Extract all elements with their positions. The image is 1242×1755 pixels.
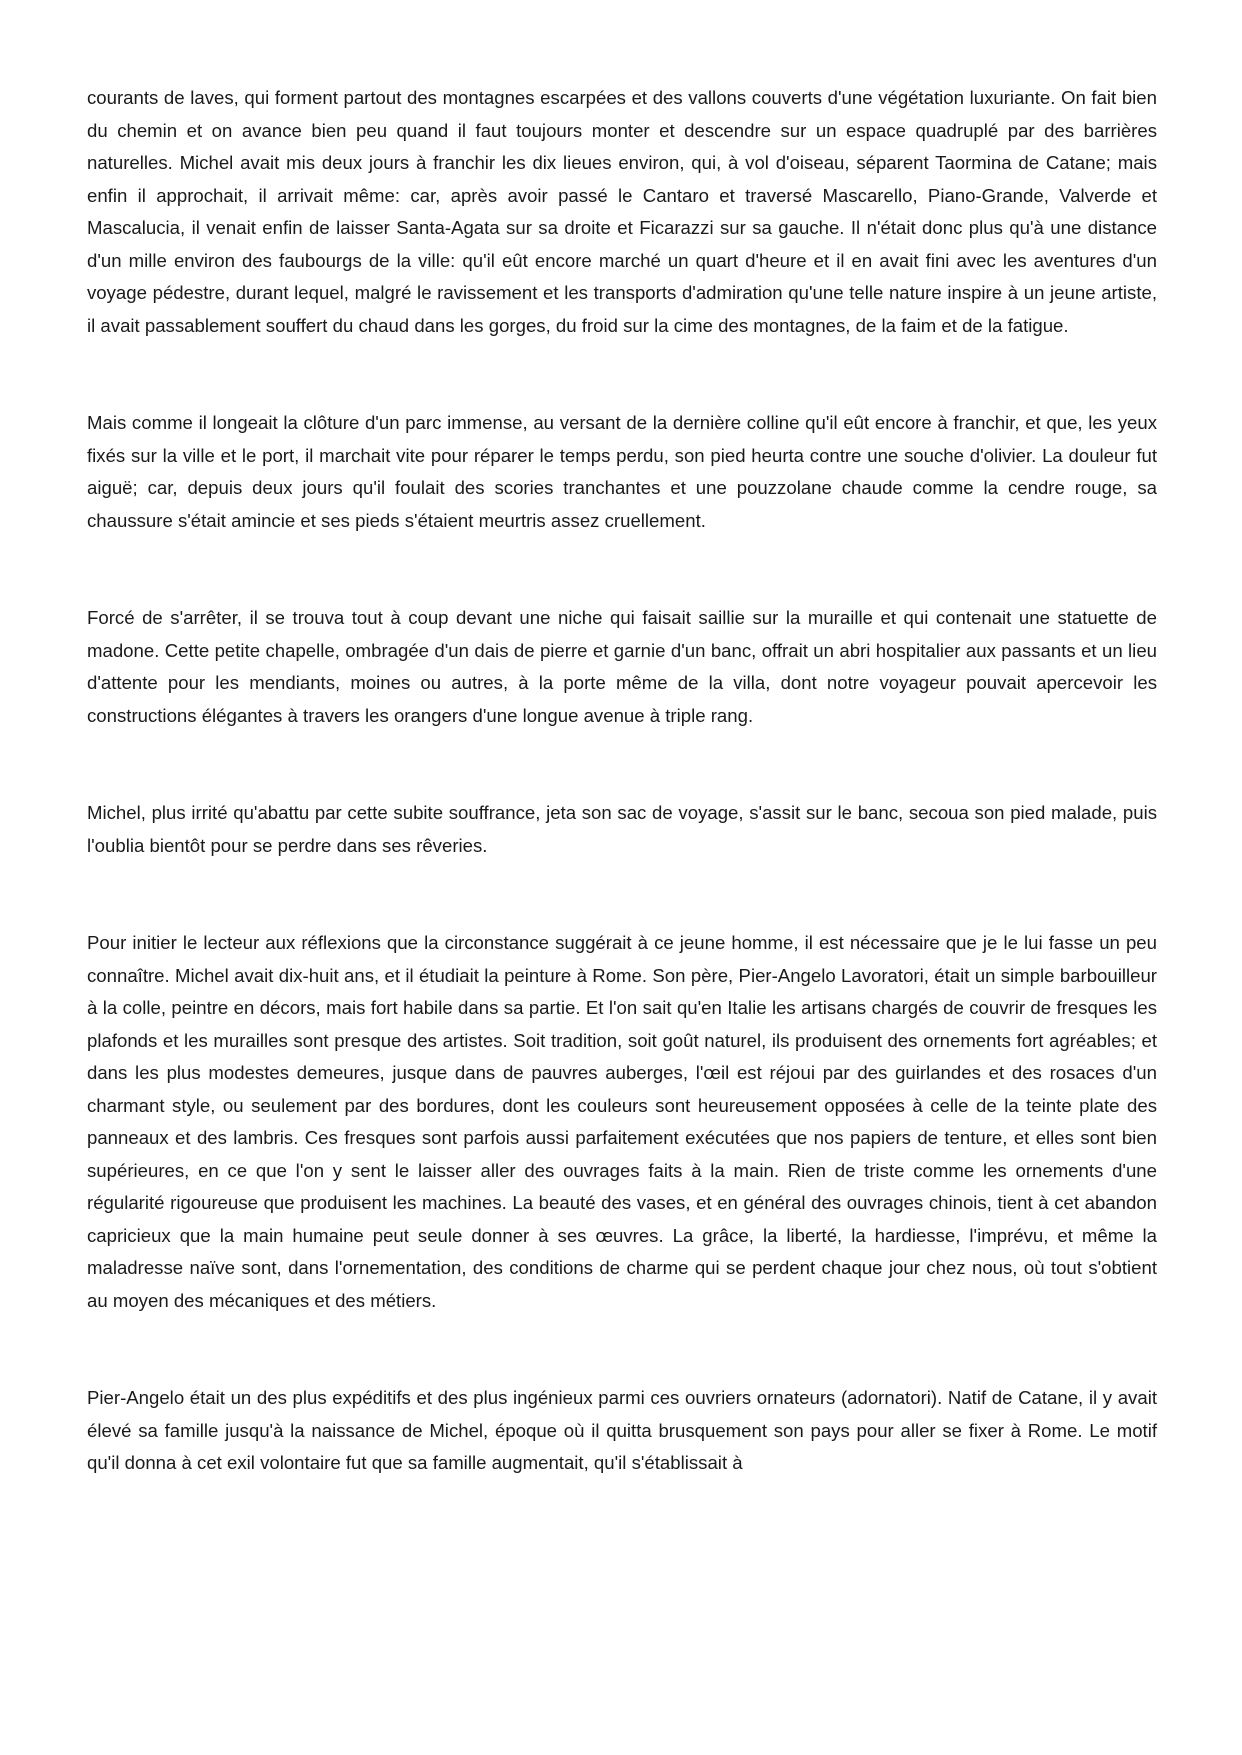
paragraph-2: Mais comme il longeait la clôture d'un parc immense, au versant de la dernière colline qu'il eût encore à franchir, et que, les yeux fixés sur la ville et le port, il marchait vite pour réparer le temps perdu, son pied heurta contre une souche d'olivier. La douleur fut aiguë; car, depuis deux jours qu'il foulait des scories tranchantes et une pouzzolane chaude comme la cendre rouge, sa chaussure s'était amincie et ses pieds s'étaient meurtris assez cruellement. <box>87 412 1157 531</box>
paragraph-1: courants de laves, qui forment partout des montagnes escarpées et des vallons couverts d'une végétation luxuriante. On fait bien du chemin et on avance bien peu quand il faut toujours monter et descendre sur un espace quadruplé par des barrières naturelles. Michel avait mis deux jours à franchir les dix lieues environ, qui, à vol d'oiseau, séparent Taormina de Catane; mais enfin il approchait, il arrivait même: car, après avoir passé le Cantaro et traversé Mascarello, Piano-Grande, Valverde et Mascalucia, il venait enfin de laisser Santa-Agata sur sa droite et Ficarazzi sur sa gauche. Il n'était donc plus qu'à une distance d'un mille environ des faubourgs de la ville: qu'il eût encore marché un quart d'heure et il en avait fini avec les aventures d'un voyage pédestre, durant lequel, malgré le ravissement et les transports d'admiration qu'une telle nature inspire à un jeune artiste, il avait passablement souffert du chaud dans les gorges, du froid sur la cime des montagnes, de la faim et de la fatigue. <box>87 87 1157 336</box>
document-page <box>87 82 1157 1480</box>
paragraph-5: Pour initier le lecteur aux réflexions que la circonstance suggérait à ce jeune homme, il est nécessaire que je le lui fasse un peu connaître. Michel avait dix-huit ans, et il étudiait la peinture à Rome. Son père, Pier-Angelo Lavoratori, était un simple barbouilleur à la colle, peintre en décors, mais fort habile dans sa partie. Et l'on sait qu'en Italie les artisans chargés de couvrir de fresques les plafonds et les murailles sont presque des artistes. Soit tradition, soit goût naturel, ils produisent des ornements fort agréables; et dans les plus modestes demeures, jusque dans de pauvres auberges, l'œil est réjoui par des guirlandes et des rosaces d'un charmant style, ou seulement par des bordures, dont les couleurs sont heureusement opposées à celle de la teinte plate des panneaux et des lambris. Ces fresques sont parfois aussi parfaitement exécutées que nos papiers de tenture, et elles sont bien supérieures, en ce que l'on y sent le laisser aller des ouvrages faits à la main. Rien de triste comme les ornements d'une régularité rigoureuse que produisent les machines. La beauté des vases, et en général des ouvrages chinois, tient à cet abandon capricieux que la main humaine peut seule donner à ses œuvres. La grâce, la liberté, la hardiesse, l'imprévu, et même la maladresse naïve sont, dans l'ornementation, des conditions de charme qui se perdent chaque jour chez nous, où tout s'obtient au moyen des mécaniques et des métiers. <box>87 932 1157 1311</box>
paragraph-6: Pier-Angelo était un des plus expéditifs et des plus ingénieux parmi ces ouvriers ornateurs (adornatori). Natif de Catane, il y avait élevé sa famille jusqu'à la naissance de Michel, époque où il quitta brusquement son pays pour aller se fixer à Rome. Le motif qu'il donna à cet exil volontaire fut que sa famille augmentait, qu'il s'établissait à <box>87 1387 1157 1473</box>
paragraph-4: Michel, plus irrité qu'abattu par cette subite souffrance, jeta son sac de voyage, s'assit sur le banc, secoua son pied malade, puis l'oublia bientôt pour se perdre dans ses rêveries. <box>87 802 1157 856</box>
paragraph-3: Forcé de s'arrêter, il se trouva tout à coup devant une niche qui faisait saillie sur la muraille et qui contenait une statuette de madone. Cette petite chapelle, ombragée d'un dais de pierre et garnie d'un banc, offrait un abri hospitalier aux passants et un lieu d'attente pour les mendiants, moines ou autres, à la porte même de la villa, dont notre voyageur pouvait apercevoir les constructions élégantes à travers les orangers d'une longue avenue à triple rang. <box>87 607 1157 726</box>
